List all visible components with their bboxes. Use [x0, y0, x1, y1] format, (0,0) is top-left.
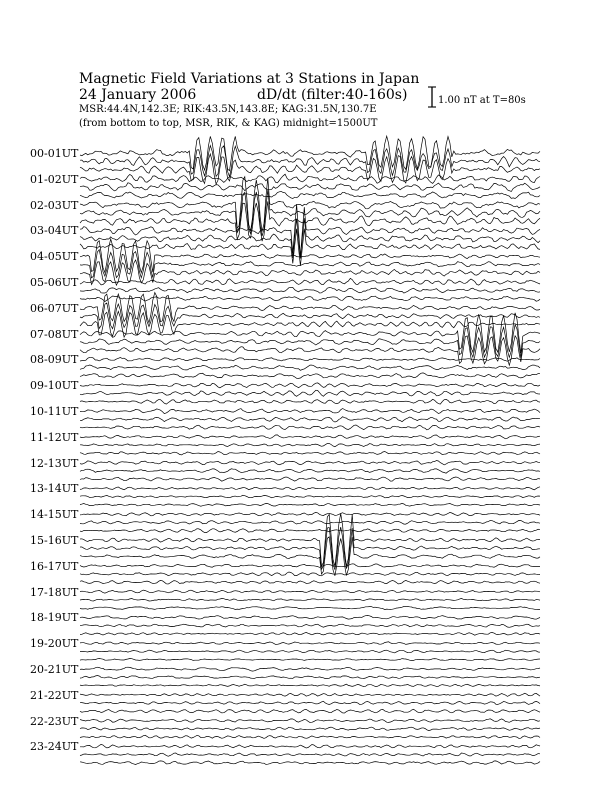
- trace-msr-20-21UT: [80, 684, 540, 686]
- trace-kag-02-03UT: [80, 177, 540, 232]
- trace-kag-07-08UT: [80, 313, 540, 353]
- trace-rik-00-01UT: [80, 146, 540, 177]
- trace-rik-05-06UT: [80, 287, 540, 293]
- trace-msr-13-14UT: [80, 503, 540, 506]
- trace-msr-14-15UT: [80, 529, 540, 533]
- hour-label: 03-04UT: [30, 224, 79, 238]
- trace-kag-15-16UT: [80, 514, 540, 567]
- trace-rik-15-16UT: [80, 527, 540, 570]
- hour-label: 21-22UT: [30, 688, 79, 702]
- trace-rik-13-14UT: [80, 495, 540, 498]
- trace-rik-11-12UT: [80, 444, 540, 447]
- trace-msr-06-07UT: [80, 311, 540, 337]
- hour-label: 06-07UT: [30, 301, 79, 315]
- trace-msr-05-06UT: [80, 296, 540, 302]
- trace-msr-11-12UT: [80, 452, 540, 455]
- trace-kag-00-01UT: [80, 136, 540, 171]
- trace-kag-11-12UT: [80, 435, 540, 439]
- scale-bar-label: 1.00 nT at T=80s: [438, 95, 526, 106]
- trace-kag-20-21UT: [80, 667, 540, 671]
- trace-msr-09-10UT: [80, 399, 540, 404]
- hour-label: 13-14UT: [30, 482, 79, 496]
- hour-label: 07-08UT: [30, 327, 79, 341]
- trace-msr-21-22UT: [80, 709, 540, 713]
- chart-title: Magnetic Field Variations at 3 Stations in Japan: [79, 71, 420, 87]
- hour-label: 11-12UT: [30, 430, 79, 444]
- trace-kag-21-22UT: [80, 693, 540, 696]
- hour-label: 17-18UT: [30, 585, 79, 599]
- chart-date: 24 January 2006: [79, 87, 197, 103]
- trace-msr-01-02UT: [80, 192, 540, 199]
- trace-kag-09-10UT: [80, 383, 540, 388]
- hour-label: 15-16UT: [30, 534, 79, 547]
- hour-label: 16-17UT: [30, 559, 79, 573]
- trace-kag-05-06UT: [80, 278, 540, 285]
- trace-kag-13-14UT: [80, 487, 540, 490]
- trace-group: [80, 136, 540, 764]
- chart-filter: dD/dt (filter:40-160s): [257, 87, 408, 103]
- hour-label: 22-23UT: [30, 714, 79, 728]
- trace-kag-22-23UT: [80, 719, 540, 723]
- trace-msr-15-16UT: [80, 537, 540, 576]
- trace-kag-01-02UT: [80, 174, 540, 183]
- trace-msr-22-23UT: [80, 735, 540, 738]
- trace-rik-16-17UT: [80, 572, 540, 576]
- trace-kag-10-11UT: [80, 409, 540, 414]
- hour-label: 23-24UT: [30, 740, 79, 754]
- hour-label: 14-15UT: [30, 508, 79, 522]
- trace-kag-14-15UT: [80, 512, 540, 515]
- trace-rik-21-22UT: [80, 701, 540, 704]
- trace-msr-08-09UT: [80, 373, 540, 379]
- trace-rik-04-05UT: [80, 250, 540, 278]
- trace-kag-17-18UT: [80, 590, 540, 593]
- hour-label: 10-11UT: [30, 405, 79, 418]
- hour-label: 12-13UT: [30, 456, 79, 470]
- trace-rik-12-13UT: [80, 469, 540, 473]
- trace-rik-01-02UT: [80, 183, 540, 192]
- station-coordinates: MSR:44.4N,142.3E; RIK:43.5N,143.8E; KAG:31.5N,130.7E: [79, 104, 377, 115]
- trace-rik-07-08UT: [80, 325, 540, 358]
- hour-label: 00-01UT: [30, 147, 79, 160]
- station-order-note: (from bottom to top, MSR, RIK, & KAG) midnight=1500UT: [79, 118, 378, 129]
- hour-label: 01-02UT: [30, 172, 79, 186]
- hour-label: 19-20UT: [30, 637, 79, 651]
- trace-kag-03-04UT: [80, 204, 540, 257]
- trace-rik-02-03UT: [80, 190, 540, 236]
- trace-kag-19-20UT: [80, 642, 540, 645]
- hour-label: 09-10UT: [30, 379, 79, 393]
- hour-label: 08-09UT: [30, 353, 79, 367]
- trace-msr-18-19UT: [80, 632, 540, 635]
- trace-rik-19-20UT: [80, 650, 540, 653]
- trace-kag-12-13UT: [80, 461, 540, 465]
- trace-rik-17-18UT: [80, 598, 540, 601]
- hour-label: 05-06UT: [30, 276, 79, 289]
- trace-rik-22-23UT: [80, 727, 540, 731]
- trace-msr-19-20UT: [80, 659, 540, 661]
- trace-rik-10-11UT: [80, 417, 540, 422]
- trace-msr-16-17UT: [80, 580, 540, 584]
- trace-msr-12-13UT: [80, 477, 540, 481]
- trace-kag-06-07UT: [80, 293, 540, 323]
- trace-msr-10-11UT: [80, 425, 540, 430]
- trace-msr-23-24UT: [80, 761, 540, 765]
- hour-label: 18-19UT: [30, 611, 79, 625]
- hour-label: 04-05UT: [30, 250, 79, 264]
- trace-rik-08-09UT: [80, 365, 540, 370]
- hour-label: 02-03UT: [30, 198, 79, 212]
- trace-rik-14-15UT: [80, 520, 540, 524]
- trace-msr-02-03UT: [80, 201, 540, 241]
- trace-msr-17-18UT: [80, 606, 540, 609]
- hour-label: 20-21UT: [30, 663, 79, 676]
- trace-rik-09-10UT: [80, 390, 540, 396]
- trace-kag-23-24UT: [80, 744, 540, 748]
- trace-rik-23-24UT: [80, 753, 540, 756]
- trace-kag-18-19UT: [80, 615, 540, 619]
- trace-rik-20-21UT: [80, 676, 540, 679]
- trace-rik-03-04UT: [80, 218, 540, 258]
- trace-rik-18-19UT: [80, 624, 540, 627]
- trace-kag-16-17UT: [80, 564, 540, 568]
